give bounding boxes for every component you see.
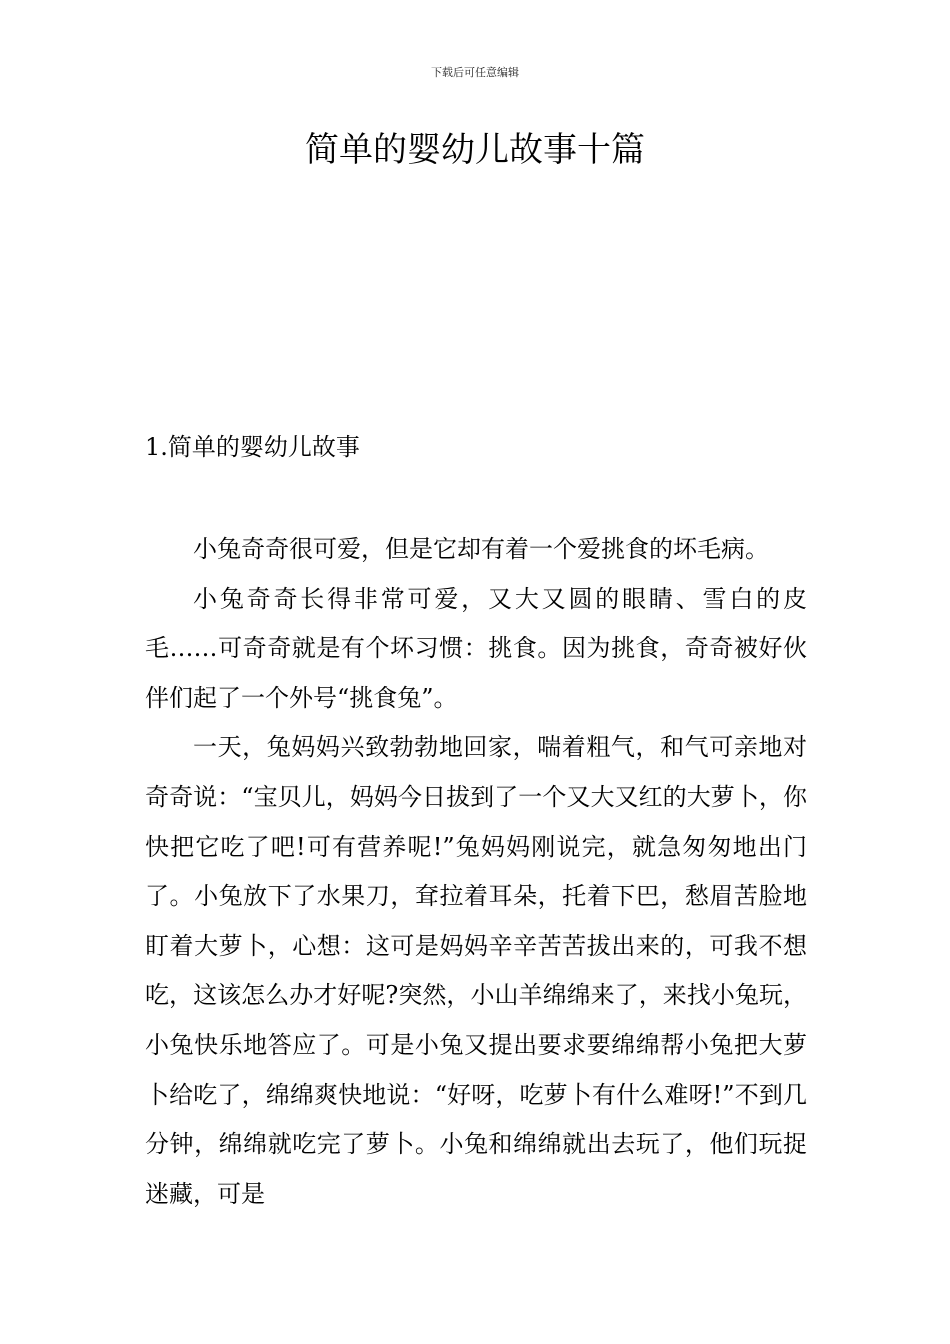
document-title: 简单的婴幼儿故事十篇: [305, 130, 645, 170]
story-body: [145, 525, 807, 1219]
paragraph: 一天，兔妈妈兴致勃勃地回家，喘着粗气，和气可亲地对奇奇说：“宝贝儿，妈妈今日拔到了一个又大又红的大萝卜，你快把它吃了吧!可有营养呢!”兔妈妈刚说完，就急匆匆地出门了。小兔放下了水果刀，耷拉着耳朵，托着下巴，愁眉苦脸地盯着大萝卜，心想：这可是妈妈辛辛苦苦拔出来的，可我不想吃，这该怎么办才好呢?突然，小山羊绵绵来了，来找小兔玩，小兔快乐地答应了。可是小兔又提出要求要绵绵帮小兔把大萝卜给吃了，绵绵爽快地说：“好呀，吃萝卜有什么难呀!”不到几分钟，绵绵就吃完了萝卜。小兔和绵绵就出去玩了，他们玩捉迷藏，可是: [145, 733, 807, 1208]
paragraph: 小兔奇奇很可爱，但是它却有着一个爱挑食的坏毛病。: [193, 535, 769, 563]
header-note: 下载后可任意编辑: [431, 66, 519, 79]
section-heading: 1.简单的婴幼儿故事: [145, 433, 360, 461]
paragraph: 小兔奇奇长得非常可爱，又大又圆的眼睛、雪白的皮毛……可奇奇就是有个坏习惯：挑食。因为挑食，奇奇被好伙伴们起了一个外号“挑食兔”。: [145, 584, 807, 712]
